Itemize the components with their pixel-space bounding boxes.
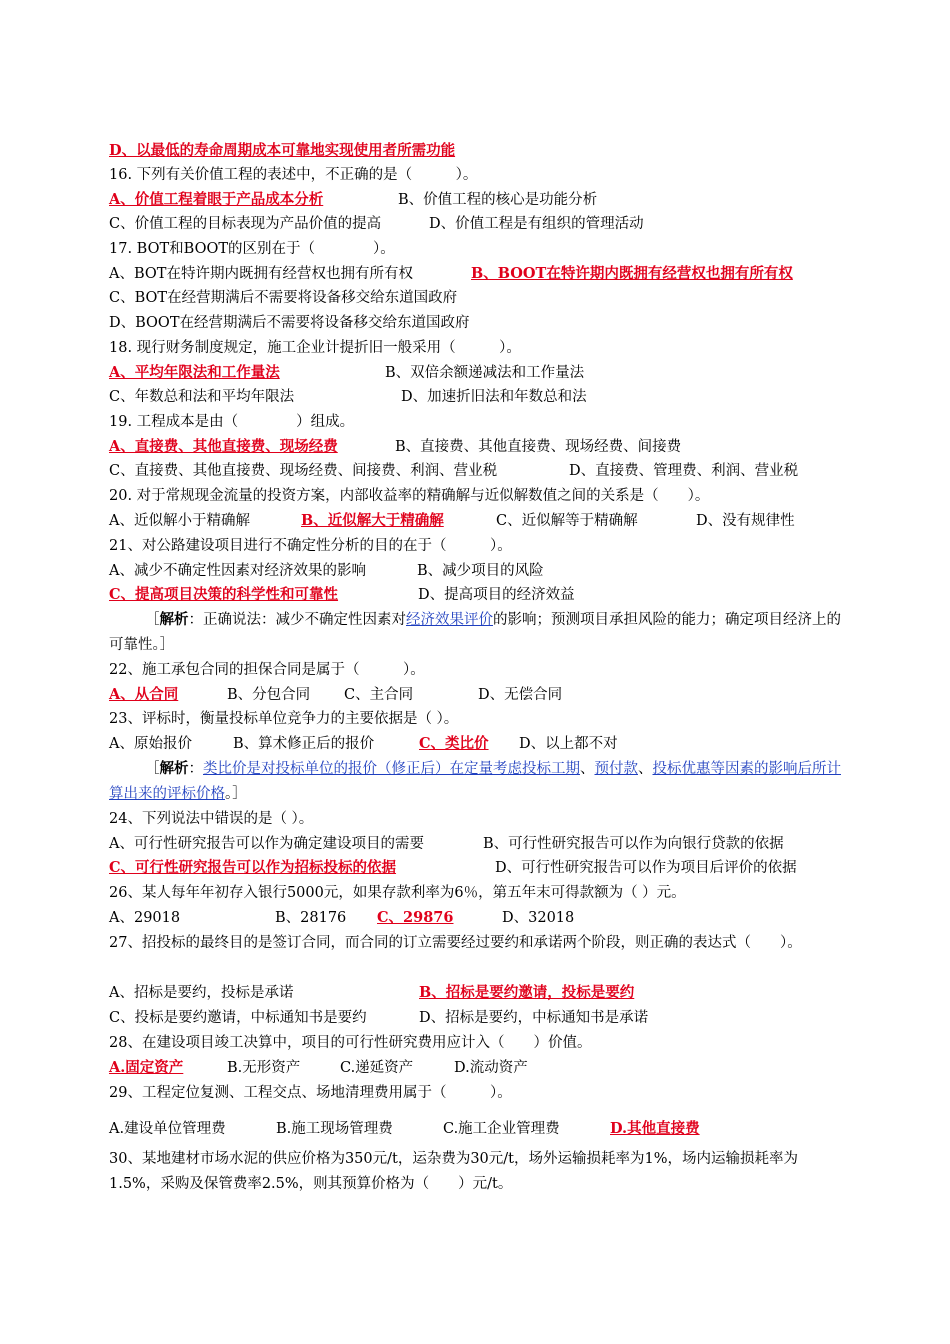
q26-option-c: C、29876 <box>377 909 454 926</box>
q28-option-b: B.无形资产 <box>227 1060 301 1076</box>
link-comparable-price[interactable]: 类比价 <box>203 761 247 777</box>
q19-option-d: D、直接费、管理费、利润、营业税 <box>569 463 799 479</box>
q27-option-d: D、招标是要约，中标通知书是承诺 <box>419 1010 649 1026</box>
question-28: 28、在建设项目竣工决算中，项目的可行性研究费用应计入（ ）价值。 <box>109 1035 592 1051</box>
q22-option-a: A、从合同 <box>109 686 179 703</box>
q16-option-c: C、价值工程的目标表现为产品价值的提高 <box>109 216 382 232</box>
q23-option-b: B、算术修正后的报价 <box>233 736 375 752</box>
q17-option-a: A、BOT在特许期内既拥有经营权也拥有所有权 <box>109 266 413 282</box>
q21-explanation: ［解析：正确说法：减少不确定性因素对经济效果评价的影响；预测项目承担风险的能力；确定项目经济上的可靠性。］ <box>109 611 841 653</box>
q29-option-a: A.建设单位管理费 <box>109 1121 226 1137</box>
q28-option-d: D.流动资产 <box>454 1060 528 1076</box>
link-bid-evaluation-price[interactable]: 评标价格 <box>167 785 225 802</box>
q24-option-b: B、可行性研究报告可以作为向银行贷款的依据 <box>483 836 784 852</box>
q18-option-d: D、加速折旧法和年数总和法 <box>401 389 587 405</box>
question-26: 26、某人每年年初存入银行5000元，如果存款利率为6％，第五年末可得款额为（ ）元。 <box>109 885 686 901</box>
q24-option-c: C、可行性研究报告可以作为招标投标的依据 <box>109 859 397 876</box>
q23-option-c: C、类比价 <box>419 735 489 752</box>
q16-option-d: D、价值工程是有组织的管理活动 <box>429 216 644 232</box>
question-29: 29、工程定位复测、工程交点、场地清理费用属于（ ）。 <box>109 1085 512 1101</box>
link-bid-discount[interactable]: 投标优惠 <box>652 761 711 777</box>
link-bid-duration[interactable]: 定量考虑投标工期 <box>464 761 580 777</box>
q20-option-b: B、近似解大于精确解 <box>301 512 444 529</box>
q18-option-b: B、双倍余额递减法和工作量法 <box>385 365 585 381</box>
q28-option-c: C.递延资产 <box>340 1060 414 1076</box>
q20-option-a: A、近似解小于精确解 <box>109 513 250 529</box>
q22-option-b: B、分包合同 <box>227 687 311 703</box>
q17-option-d: D、BOOT在经营期满后不需要将设备移交给东道国政府 <box>109 315 470 331</box>
q17-option-c: C、BOT在经营期满后不需要将设备移交给东道国政府 <box>109 290 458 306</box>
q23-option-d: D、以上都不对 <box>519 736 618 752</box>
q23-explanation: ［解析：类比价是对投标单位的报价（修正后）在定量考虑投标工期、预付款、投标优惠等因素的影响后所计算出来的评标价格。］ <box>109 760 841 802</box>
q21-option-a: A、减少不确定性因素对经济效果的影响 <box>109 563 366 579</box>
q26-option-d: D、32018 <box>502 910 575 926</box>
question-17: 17. BOT和BOOT的区别在于（ ）。 <box>109 241 395 257</box>
q26-option-a: A、29018 <box>109 910 181 926</box>
q19-option-c: C、直接费、其他直接费、现场经费、间接费、利润、营业税 <box>109 463 498 479</box>
q21-option-d: D、提高项目的经济效益 <box>418 587 575 603</box>
question-24: 24、下列说法中错误的是（ ）。 <box>109 811 314 827</box>
q23-explanation-label: 解析 <box>159 760 189 777</box>
q24-option-d: D、可行性研究报告可以作为项目后评价的依据 <box>495 860 797 876</box>
question-18: 18. 现行财务制度规定，施工企业计提折旧一般采用（ ）。 <box>109 340 521 356</box>
q17-option-b: B、BOOT在特许期内既拥有经营权也拥有所有权 <box>471 265 793 282</box>
q19-option-a: A、直接费、其他直接费、现场经费 <box>109 438 338 455</box>
q27-option-c: C、投标是要约邀请，中标通知书是要约 <box>109 1010 367 1026</box>
prev-option-d: D、以最低的寿命周期成本可靠地实现使用者所需功能 <box>109 142 456 159</box>
q27-option-b: B、招标是要约邀请，投标是要约 <box>419 984 635 1001</box>
question-16: 16. 下列有关价值工程的表述中，不正确的是（ ）。 <box>109 167 478 183</box>
q29-option-d: D.其他直接费 <box>610 1120 700 1137</box>
question-19: 19. 工程成本是由（ ）组成。 <box>109 414 355 430</box>
q18-option-a: A、平均年限法和工作量法 <box>109 364 280 381</box>
question-20: 20. 对于常规现金流量的投资方案，内部收益率的精确解与近似解数值之间的关系是（ ）。 <box>109 488 710 504</box>
question-23: 23、评标时，衡量投标单位竞争力的主要依据是（ ）。 <box>109 711 459 727</box>
q18-option-c: C、年数总和法和平均年限法 <box>109 389 295 405</box>
q28-option-a: A.固定资产 <box>109 1059 184 1076</box>
q21-explanation-label: 解析 <box>159 611 189 628</box>
q20-option-c: C、近似解等于精确解 <box>496 513 638 529</box>
q22-option-d: D、无偿合同 <box>478 687 563 703</box>
q19-option-b: B、直接费、其他直接费、现场经费、间接费 <box>395 439 682 455</box>
q29-option-b: B.施工现场管理费 <box>276 1121 393 1137</box>
q16-option-b: B、价值工程的核心是功能分析 <box>398 192 598 208</box>
question-30: 30、某地建材市场水泥的供应价格为350元/t，运杂费为30元/t，场外运输损耗率为1%，场内运输损耗率为1.5%，采购及保管费率2.5%，则其预算价格为（ ）元/t。 <box>109 1151 799 1192</box>
q16-option-a: A、价值工程着眼于产品成本分析 <box>109 191 324 208</box>
link-economic-effect-evaluation[interactable]: 经济效果评价 <box>406 612 493 628</box>
question-27: 27、招投标的最终目的是签订合同，而合同的订立需要经过要约和承诺两个阶段，则正确的表达式（ ）。 <box>109 935 802 951</box>
q21-option-c: C、提高项目决策的科学性和可靠性 <box>109 586 339 603</box>
q26-option-b: B、28176 <box>275 910 347 926</box>
q22-option-c: C、主合同 <box>344 687 414 703</box>
q21-option-b: B、减少项目的风险 <box>417 563 544 579</box>
q27-option-a: A、招标是要约，投标是承诺 <box>109 985 294 1001</box>
q29-option-c: C.施工企业管理费 <box>443 1121 560 1137</box>
link-advance-payment[interactable]: 预付款 <box>594 761 638 777</box>
question-21: 21、对公路建设项目进行不确定性分析的目的在于（ ）。 <box>109 538 512 554</box>
q20-option-d: D、没有规律性 <box>696 513 795 529</box>
q23-option-a: A、原始报价 <box>109 736 192 752</box>
q24-option-a: A、可行性研究报告可以作为确定建设项目的需要 <box>109 836 424 852</box>
question-22: 22、施工承包合同的担保合同是属于（ ）。 <box>109 662 425 678</box>
